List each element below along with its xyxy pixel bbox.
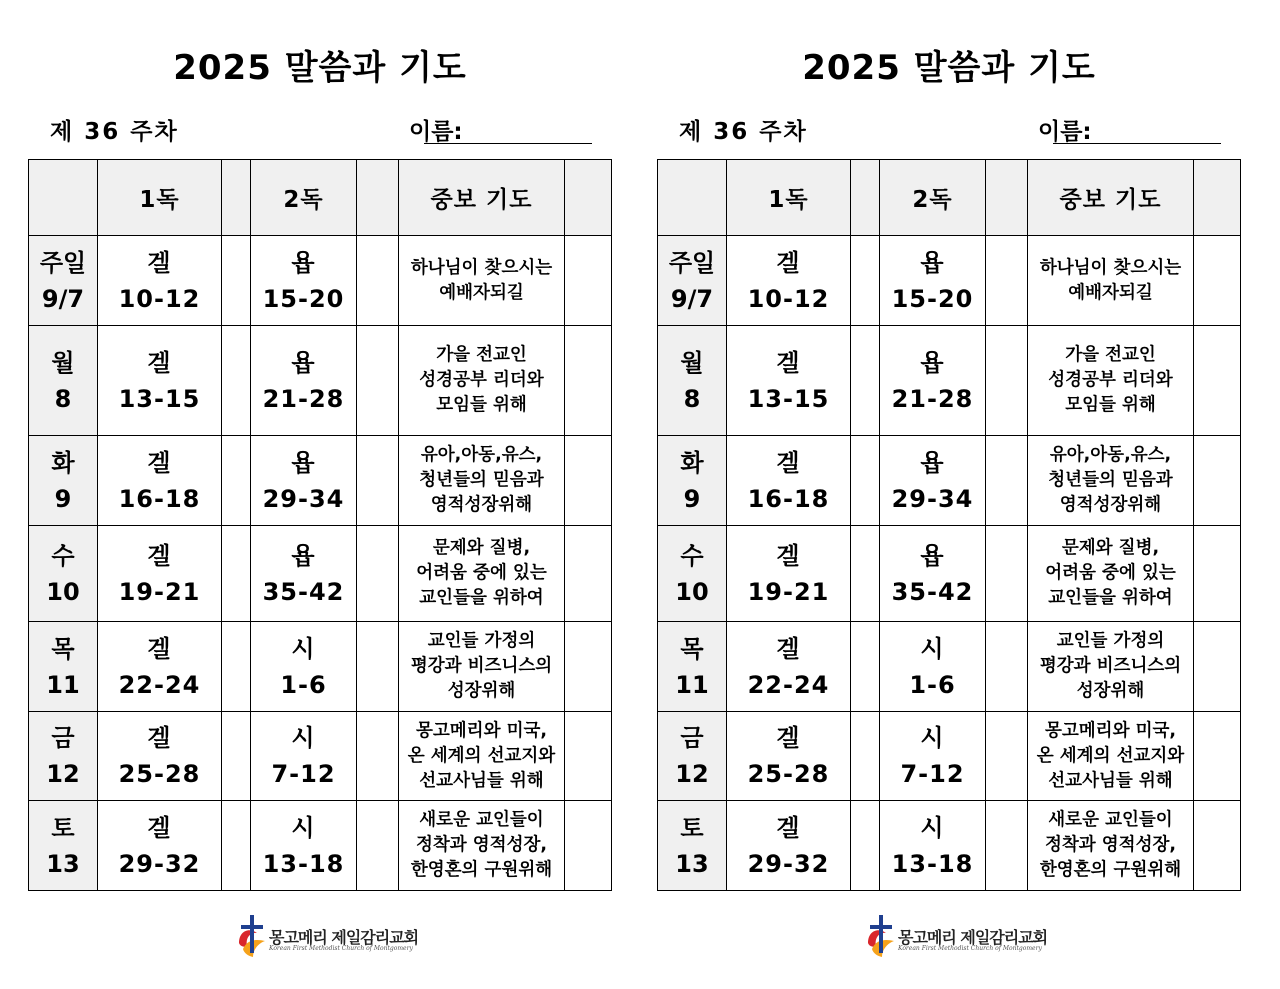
bulletin-panel-left	[28, 0, 612, 989]
check-cell	[1194, 526, 1241, 622]
check-cell	[222, 801, 251, 891]
reading-1-cell: 겔 22-24	[727, 622, 851, 712]
header-day	[658, 160, 727, 236]
check-cell	[222, 436, 251, 526]
reading-2-cell: 시 1-6	[251, 622, 357, 712]
page-title: 2025 말씀과 기도	[173, 48, 467, 88]
church-logo	[862, 913, 1048, 959]
check-cell	[986, 801, 1028, 891]
reading-1-cell: 겔 29-32	[98, 801, 222, 891]
day-cell: 수 10	[29, 526, 98, 622]
table-row	[658, 622, 1241, 712]
header-check-2	[986, 160, 1028, 236]
check-cell	[986, 326, 1028, 436]
reading-prayer-table	[657, 159, 1241, 891]
reading-2-cell: 시 13-18	[251, 801, 357, 891]
check-cell	[565, 436, 612, 526]
check-cell	[222, 712, 251, 801]
church-name-english: Korean First Methodist Church of Montgomery	[269, 945, 413, 952]
bulletin-panel-right	[657, 0, 1241, 989]
table-row	[658, 526, 1241, 622]
check-cell	[986, 236, 1028, 326]
prayer-cell: 교인들 가정의 평강과 비즈니스의 성장위해	[1028, 622, 1194, 712]
header-reading-1: 1독	[98, 160, 222, 236]
prayer-cell: 유아,아동,유스, 청년들의 믿음과 영적성장위해	[1028, 436, 1194, 526]
check-cell	[357, 326, 399, 436]
check-cell	[851, 712, 880, 801]
header-check-1	[222, 160, 251, 236]
reading-2-cell: 욥 29-34	[880, 436, 986, 526]
day-cell: 목 11	[658, 622, 727, 712]
check-cell	[357, 236, 399, 326]
reading-2-cell: 욥 21-28	[880, 326, 986, 436]
check-cell	[986, 526, 1028, 622]
prayer-cell: 유아,아동,유스, 청년들의 믿음과 영적성장위해	[399, 436, 565, 526]
day-cell: 금 12	[29, 712, 98, 801]
prayer-cell: 문제와 질병, 어려움 중에 있는 교인들을 위하여	[399, 526, 565, 622]
check-cell	[1194, 712, 1241, 801]
check-cell	[565, 801, 612, 891]
header-prayer: 중보 기도	[1028, 160, 1194, 236]
table-row	[29, 801, 612, 891]
reading-2-cell: 시 7-12	[880, 712, 986, 801]
reading-1-cell: 겔 10-12	[98, 236, 222, 326]
week-label: 제 36 주차	[679, 119, 808, 145]
check-cell	[851, 801, 880, 891]
day-cell: 화 9	[658, 436, 727, 526]
table-row	[658, 326, 1241, 436]
church-logo	[233, 913, 419, 959]
check-cell	[357, 622, 399, 712]
reading-2-cell: 시 13-18	[880, 801, 986, 891]
table-row	[29, 622, 612, 712]
prayer-cell: 몽고메리와 미국, 온 세계의 선교지와 선교사님들 위해	[399, 712, 565, 801]
header-check-2	[357, 160, 399, 236]
header-check-3	[1194, 160, 1241, 236]
header-check-3	[565, 160, 612, 236]
check-cell	[565, 622, 612, 712]
day-cell: 화 9	[29, 436, 98, 526]
header-prayer: 중보 기도	[399, 160, 565, 236]
reading-1-cell: 겔 13-15	[727, 326, 851, 436]
day-cell: 월 8	[29, 326, 98, 436]
check-cell	[851, 622, 880, 712]
check-cell	[986, 712, 1028, 801]
reading-2-cell: 욥 35-42	[251, 526, 357, 622]
table-row	[658, 436, 1241, 526]
table-row	[29, 526, 612, 622]
check-cell	[222, 622, 251, 712]
name-label: 이름:	[409, 119, 463, 145]
day-cell: 수 10	[658, 526, 727, 622]
page-title: 2025 말씀과 기도	[802, 48, 1096, 88]
check-cell	[565, 326, 612, 436]
name-underline	[1053, 143, 1221, 144]
prayer-cell: 하나님이 찾으시는 예배자되길	[399, 236, 565, 326]
cross-flame-icon	[862, 913, 902, 959]
table-row	[29, 236, 612, 326]
reading-2-cell: 시 1-6	[880, 622, 986, 712]
table-row	[658, 801, 1241, 891]
check-cell	[357, 436, 399, 526]
table-row	[29, 436, 612, 526]
table-header-row	[658, 160, 1241, 236]
check-cell	[565, 526, 612, 622]
day-cell: 주일 9/7	[29, 236, 98, 326]
check-cell	[851, 236, 880, 326]
day-cell: 금 12	[658, 712, 727, 801]
check-cell	[222, 326, 251, 436]
reading-1-cell: 겔 16-18	[98, 436, 222, 526]
check-cell	[986, 436, 1028, 526]
church-name-english: Korean First Methodist Church of Montgomery	[898, 945, 1042, 952]
reading-1-cell: 겔 16-18	[727, 436, 851, 526]
day-cell: 토 13	[29, 801, 98, 891]
check-cell	[1194, 326, 1241, 436]
header-reading-2: 2독	[880, 160, 986, 236]
prayer-cell: 몽고메리와 미국, 온 세계의 선교지와 선교사님들 위해	[1028, 712, 1194, 801]
prayer-cell: 교인들 가정의 평강과 비즈니스의 성장위해	[399, 622, 565, 712]
table-row	[658, 236, 1241, 326]
prayer-cell: 가을 전교인 성경공부 리더와 모임들 위해	[399, 326, 565, 436]
cross-flame-icon	[233, 913, 273, 959]
check-cell	[357, 526, 399, 622]
prayer-cell: 문제와 질병, 어려움 중에 있는 교인들을 위하여	[1028, 526, 1194, 622]
reading-1-cell: 겔 10-12	[727, 236, 851, 326]
day-cell: 토 13	[658, 801, 727, 891]
reading-1-cell: 겔 29-32	[727, 801, 851, 891]
reading-2-cell: 욥 29-34	[251, 436, 357, 526]
reading-2-cell: 욥 15-20	[880, 236, 986, 326]
check-cell	[357, 712, 399, 801]
check-cell	[565, 236, 612, 326]
prayer-cell: 새로운 교인들이 정착과 영적성장, 한영혼의 구원위해	[399, 801, 565, 891]
reading-1-cell: 겔 19-21	[98, 526, 222, 622]
prayer-cell: 하나님이 찾으시는 예배자되길	[1028, 236, 1194, 326]
check-cell	[565, 712, 612, 801]
reading-2-cell: 욥 35-42	[880, 526, 986, 622]
table-row	[658, 712, 1241, 801]
check-cell	[1194, 801, 1241, 891]
check-cell	[851, 436, 880, 526]
check-cell	[357, 801, 399, 891]
prayer-cell: 새로운 교인들이 정착과 영적성장, 한영혼의 구원위해	[1028, 801, 1194, 891]
week-label: 제 36 주차	[50, 119, 179, 145]
name-label: 이름:	[1038, 119, 1092, 145]
name-underline	[424, 143, 592, 144]
check-cell	[222, 236, 251, 326]
check-cell	[1194, 436, 1241, 526]
check-cell	[222, 526, 251, 622]
check-cell	[1194, 236, 1241, 326]
header-reading-1: 1독	[727, 160, 851, 236]
day-cell: 월 8	[658, 326, 727, 436]
header-day	[29, 160, 98, 236]
reading-1-cell: 겔 25-28	[727, 712, 851, 801]
day-cell: 주일 9/7	[658, 236, 727, 326]
church-name: 몽고메리 제일감리교회	[898, 928, 1048, 947]
reading-1-cell: 겔 13-15	[98, 326, 222, 436]
reading-1-cell: 겔 22-24	[98, 622, 222, 712]
church-name: 몽고메리 제일감리교회	[269, 928, 419, 947]
table-header-row	[29, 160, 612, 236]
check-cell	[851, 526, 880, 622]
day-cell: 목 11	[29, 622, 98, 712]
reading-2-cell: 욥 15-20	[251, 236, 357, 326]
table-row	[29, 712, 612, 801]
check-cell	[851, 326, 880, 436]
table-row	[29, 326, 612, 436]
reading-2-cell: 욥 21-28	[251, 326, 357, 436]
reading-1-cell: 겔 19-21	[727, 526, 851, 622]
reading-prayer-table	[28, 159, 612, 891]
check-cell	[986, 622, 1028, 712]
header-check-1	[851, 160, 880, 236]
prayer-cell: 가을 전교인 성경공부 리더와 모임들 위해	[1028, 326, 1194, 436]
check-cell	[1194, 622, 1241, 712]
reading-2-cell: 시 7-12	[251, 712, 357, 801]
reading-1-cell: 겔 25-28	[98, 712, 222, 801]
header-reading-2: 2독	[251, 160, 357, 236]
